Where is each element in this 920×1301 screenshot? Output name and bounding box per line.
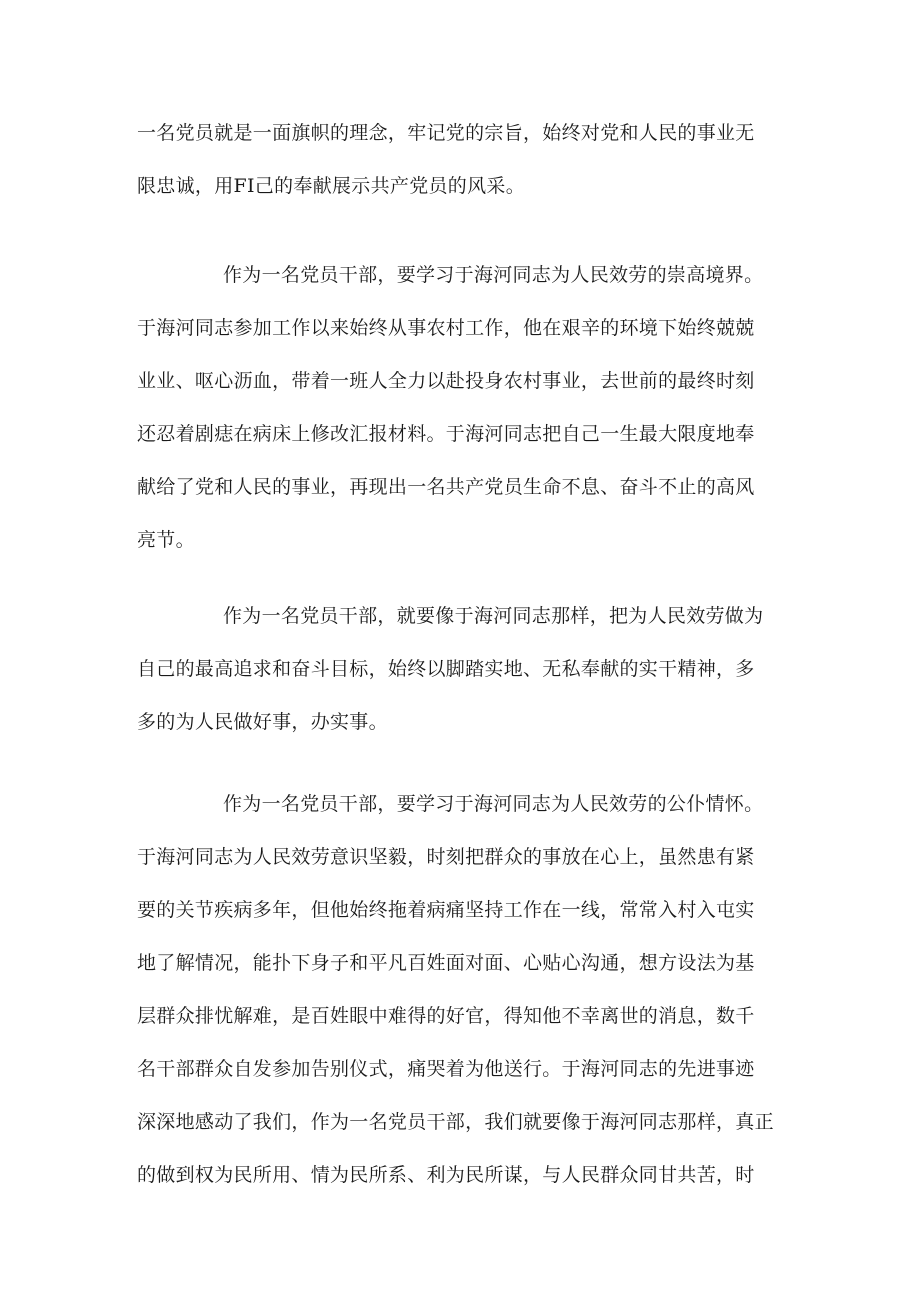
text-line: 限忠诚，用FI己的奉献展示共产党员的风采。 <box>137 175 525 197</box>
text-line: 业业、呕心沥血，带着一班人全力以赴投身农村事业，去世前的最终时刻 <box>137 370 755 392</box>
text-line: 的做到权为民所用、情为民所系、利为民所谋，与人民群众同甘共苦，时 <box>137 1164 755 1186</box>
paragraph-4 <box>137 778 787 1202</box>
text-line: 作为一名党员干部，要学习于海河同志为人民效劳的公仆情怀。 <box>223 793 764 815</box>
paragraph-1 <box>137 107 787 213</box>
text-line: 要的关节疾病多年，但他始终拖着病痛坚持工作在一线，常常入村入屯实 <box>137 899 755 921</box>
text-line: 还忍着剧痣在病床上修改汇报材料。于海河同志把自己一生最大限度地奉 <box>137 423 755 445</box>
text-line: 深深地感动了我们，作为一名党员干部，我们就要像于海河同志那样，真正 <box>137 1111 774 1133</box>
text-line: 作为一名党员干部，要学习于海河同志为人民效劳的崇高境界。 <box>223 264 764 286</box>
text-line: 于海河同志参加工作以来始终从事农村工作，他在艰辛的环境下始终兢兢 <box>137 317 755 339</box>
text-line: 一名党员就是一面旗帜的理念，牢记党的宗旨，始终对党和人民的事业无 <box>137 122 755 144</box>
text-line: 自己的最高追求和奋斗目标，始终以脚踏实地、无私奉献的实干精神，多 <box>137 658 755 680</box>
text-line: 层群众排忧解难，是百姓眼中难得的好官，得知他不幸离世的消息，数千 <box>137 1005 755 1027</box>
paragraph-3 <box>137 590 787 749</box>
text-line: 作为一名党员干部，就要像于海河同志那样，把为人民效劳做为 <box>223 605 764 627</box>
text-line: 多的为人民做好事，办实事。 <box>137 711 388 733</box>
text-line: 于海河同志为人民效劳意识坚毅，时刻把群众的事放在心上，虽然患有紧 <box>137 846 755 868</box>
text-line: 献给了党和人民的事业，再现出一名共产党员生命不息、奋斗不止的高风 <box>137 476 755 498</box>
text-line: 亮节。 <box>137 529 195 551</box>
text-line: 名干部群众自发参加告别仪式，痛哭着为他送行。于海河同志的先进事迹 <box>137 1058 755 1080</box>
text-line: 地了解情况，能扑下身子和平凡百姓面对面、心贴心沟通，想方设法为基 <box>137 952 755 974</box>
paragraph-2 <box>137 249 787 567</box>
